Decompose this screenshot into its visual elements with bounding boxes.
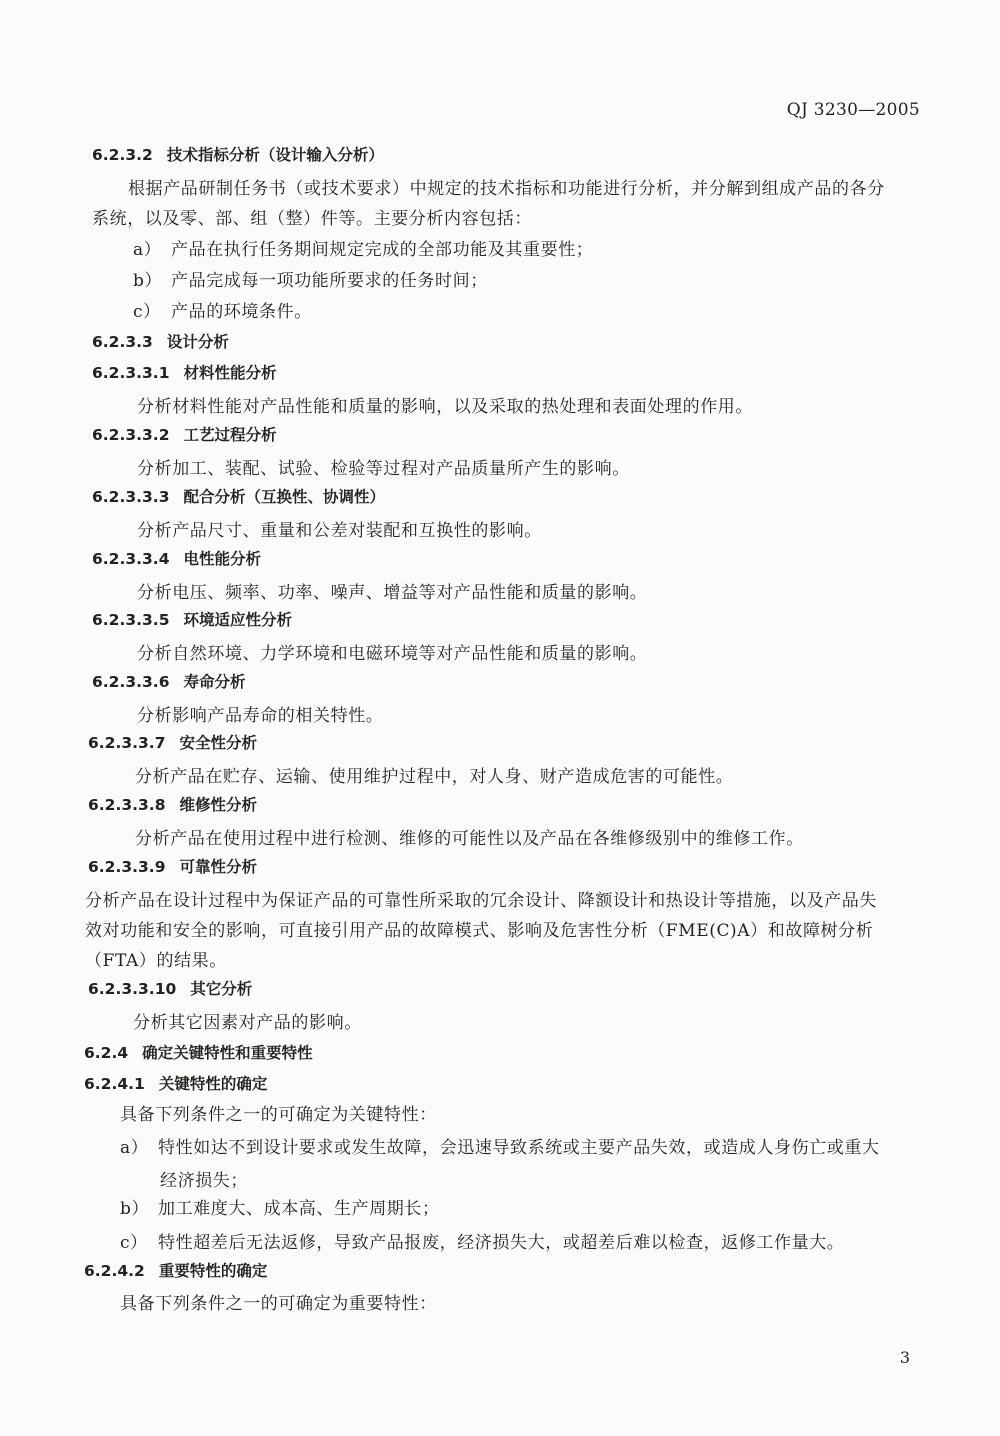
list-item-text: 加工难度大、成本高、生产周期长；: [158, 1199, 440, 1219]
list-item-text: 特性超差后无法返修，导致产品报废，经济损失大，或超差后难以检查，返修工作量大。: [158, 1233, 845, 1253]
list-item-text: 产品在执行任务期间规定完成的全部功能及其重要性；: [171, 240, 594, 260]
section-number: 6.2.3.3.1: [92, 364, 170, 382]
section-title: 安全性分析: [179, 734, 257, 752]
list-item: [120, 1232, 844, 1254]
section-heading: [88, 856, 257, 878]
paragraph-line: 分析产品在贮存、运输、使用维护过程中，对人身、财产造成危害的可能性。: [135, 767, 734, 787]
section-number: 6.2.3.2: [92, 146, 153, 164]
document-code: QJ 3230—2005: [786, 100, 920, 120]
paragraph-line: 具备下列条件之一的可确定为重要特性：: [120, 1294, 437, 1314]
section-title: 寿命分析: [183, 673, 246, 691]
section-number: 6.2.3.3.3: [92, 488, 170, 506]
page-number: 3: [899, 1348, 910, 1367]
section-number: 6.2.3.3.2: [92, 426, 170, 444]
paragraph-line: 分析材料性能对产品性能和质量的影响，以及采取的热处理和表面处理的作用。: [137, 397, 753, 417]
list-item-text: 特性如达不到设计要求或发生故障，会迅速导致系统或主要产品失效，或造成人身伤亡或重大: [158, 1138, 880, 1158]
list-marker: c）: [133, 302, 161, 322]
section-title: 确定关键特性和重要特性: [142, 1044, 313, 1062]
section-heading: [84, 1260, 267, 1282]
section-title: 其它分析: [190, 980, 253, 998]
paragraph-line: 分析影响产品寿命的相关特性。: [137, 706, 384, 726]
section-heading: [84, 1073, 267, 1095]
list-item: [133, 239, 593, 261]
list-item-text: 产品完成每一项功能所要求的任务时间；: [171, 271, 488, 291]
section-heading: [92, 331, 229, 353]
list-marker: b）: [120, 1199, 150, 1219]
list-marker: a）: [120, 1138, 149, 1158]
section-heading: [92, 486, 385, 508]
section-title: 环境适应性分析: [183, 611, 292, 629]
section-heading: [88, 732, 257, 754]
paragraph-line: 分析加工、装配、试验、检验等过程对产品质量所产生的影响。: [137, 459, 630, 479]
section-heading: [84, 1042, 313, 1064]
section-number: 6.2.4.1: [84, 1075, 145, 1093]
list-item: [120, 1198, 440, 1220]
section-title: 维修性分析: [179, 796, 257, 814]
section-title: 重要特性的确定: [158, 1262, 268, 1280]
paragraph-line: 根据产品研制任务书（或技术要求）中规定的技术指标和功能进行分析，并分解到组成产品的各分: [128, 179, 885, 199]
list-item: [120, 1137, 880, 1159]
section-heading: [92, 362, 277, 384]
section-number: 6.2.3.3.7: [88, 734, 166, 752]
section-heading: [88, 978, 252, 1000]
section-number: 6.2.3.3.8: [88, 796, 166, 814]
section-title: 配合分析（互换性、协调性）: [183, 488, 385, 506]
section-title: 关键特性的确定: [158, 1075, 268, 1093]
list-item: [133, 270, 488, 292]
paragraph-line: 系统，以及零、部、组（整）件等。主要分析内容包括：: [92, 209, 532, 229]
paragraph-line: 分析产品尺寸、重量和公差对装配和互换性的影响。: [137, 521, 542, 541]
section-heading: [92, 548, 261, 570]
section-number: 6.2.3.3.5: [92, 611, 170, 629]
section-number: 6.2.3.3: [92, 333, 153, 351]
list-item: [133, 301, 312, 323]
section-number: 6.2.3.3.6: [92, 673, 170, 691]
section-title: 可靠性分析: [179, 858, 257, 876]
paragraph-line: 经济损失；: [160, 1171, 248, 1191]
list-marker: c）: [120, 1233, 148, 1253]
paragraph-line: 具备下列条件之一的可确定为关键特性：: [120, 1105, 437, 1125]
section-number: 6.2.3.3.10: [88, 980, 177, 998]
paragraph-line: 效对功能和安全的影响，可直接引用产品的故障模式、影响及危害性分析（FME(C)A）和故障树分析: [85, 921, 874, 941]
section-number: 6.2.3.3.9: [88, 858, 166, 876]
list-item-text: 产品的环境条件。: [171, 302, 312, 322]
section-number: 6.2.4.2: [84, 1262, 145, 1280]
section-title: 材料性能分析: [183, 364, 277, 382]
section-heading: [92, 671, 246, 693]
list-marker: b）: [133, 271, 163, 291]
section-title: 设计分析: [166, 333, 229, 351]
paragraph-line: 分析自然环境、力学环境和电磁环境等对产品性能和质量的影响。: [137, 644, 648, 664]
paragraph-line: 分析产品在使用过程中进行检测、维修的可能性以及产品在各维修级别中的维修工作。: [135, 829, 804, 849]
section-heading: [92, 424, 277, 446]
section-title: 工艺过程分析: [183, 426, 277, 444]
section-heading: [92, 609, 292, 631]
section-title: 技术指标分析（设计输入分析）: [166, 146, 384, 164]
section-heading: [88, 794, 257, 816]
section-number: 6.2.3.3.4: [92, 550, 170, 568]
list-marker: a）: [133, 240, 162, 260]
paragraph-line: 分析产品在设计过程中为保证产品的可靠性所采取的冗余设计、降额设计和热设计等措施，以及产品失: [85, 891, 877, 911]
paragraph-line: （FTA）的结果。: [85, 951, 227, 971]
paragraph-line: 分析其它因素对产品的影响。: [133, 1013, 362, 1033]
section-number: 6.2.4: [84, 1044, 129, 1062]
section-title: 电性能分析: [183, 550, 261, 568]
section-heading: [92, 144, 384, 166]
paragraph-line: 分析电压、频率、功率、噪声、增益等对产品性能和质量的影响。: [137, 583, 648, 603]
